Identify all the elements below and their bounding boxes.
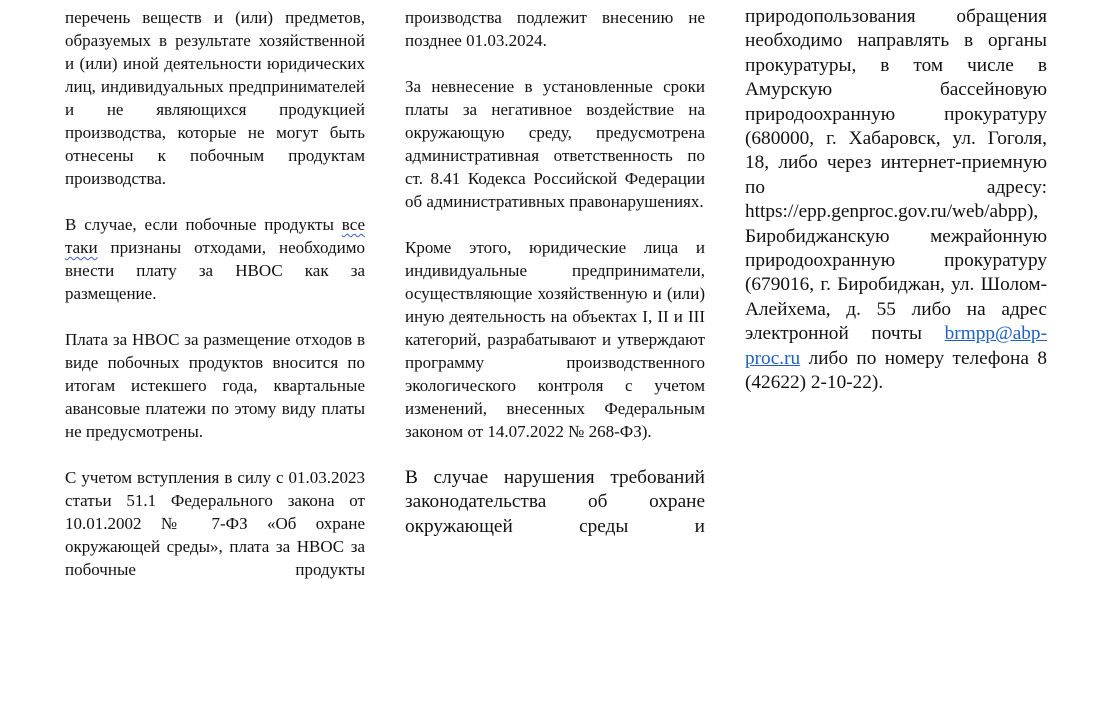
- left-paragraph-3: Плата за НВОС за размещение отходов в виде побочных продуктов вносится по итогам истекшего года, квартальные авансовые платежи по этому виду платы не предусмотрены.: [65, 330, 365, 441]
- left-paragraph-2-start: В случае, если побочные продукты: [65, 215, 342, 234]
- right-column: [745, 5, 1047, 396]
- right-paragraph-1-end: либо по номеру телефона 8 (42622) 2-10-22).: [745, 347, 1047, 394]
- left-paragraph-4: С учетом вступления в силу с 01.03.2023 статьи 51.1 Федерального закона от 10.01.2002 № 7-ФЗ «Об охране окружающей среды», плата за НВОС за побочные продукты: [65, 468, 365, 579]
- middle-paragraph-2: За невнесение в установленные сроки платы за негативное воздействие на окружающую среду, предусмотрена административная ответственность по ст. 8.41 Кодекса Российской Федерации об административных правонарушениях.: [405, 77, 705, 211]
- left-paragraph-2: [65, 213, 365, 305]
- email-link[interactable]: brmpp@abp-proc.ru: [745, 323, 1047, 369]
- left-paragraph-1: перечень веществ и (или) предметов, образуемых в результате хозяйственной и (или) иной деятельности юридических лиц, индивидуальных предпринимателей и не являющихся продукцией производства, которые не могут быть отнесены к побочным продуктам производства.: [65, 8, 365, 188]
- right-paragraph-1: [745, 5, 1047, 396]
- spellcheck-flagged-phrase[interactable]: все таки: [65, 215, 365, 257]
- middle-paragraph-4: В случае нарушения требований законодательства об охране окружающей среды и: [405, 467, 705, 537]
- middle-paragraph-3: Кроме этого, юридические лица и индивидуальные предприниматели, осуществляющие хозяйственную и (или) иную деятельность на объектах I, II и III категорий, разрабатывают и утверждают программу производственного экологического контроля с учетом изменений, внесенных Федеральным законом от 14.07.2022 № 268-ФЗ).: [405, 238, 705, 441]
- middle-paragraph-1: производства подлежит внесению не позднее 01.03.2024.: [405, 8, 705, 50]
- left-column: [65, 6, 365, 581]
- left-paragraph-2-end: признаны отходами, необходимо внести плату за НВОС как за размещение.: [65, 238, 365, 303]
- right-paragraph-1-start: природопользования обращения необходимо направлять в органы прокуратуры, в том числе в Амурскую бассейновую природоохранную прокуратуру (680000, г. Хабаровск, ул. Гоголя, 18, либо через интернет-приемную по адресу: https://epp.genproc.gov.ru/web/abpp), Биробиджанскую межрайонную природоохранную прокуратуру (679016, г. Биробиджан, ул. Шолом-Алейхема, д. 55 либо на адрес электронной почты: [745, 6, 1047, 345]
- middle-column: [405, 6, 705, 539]
